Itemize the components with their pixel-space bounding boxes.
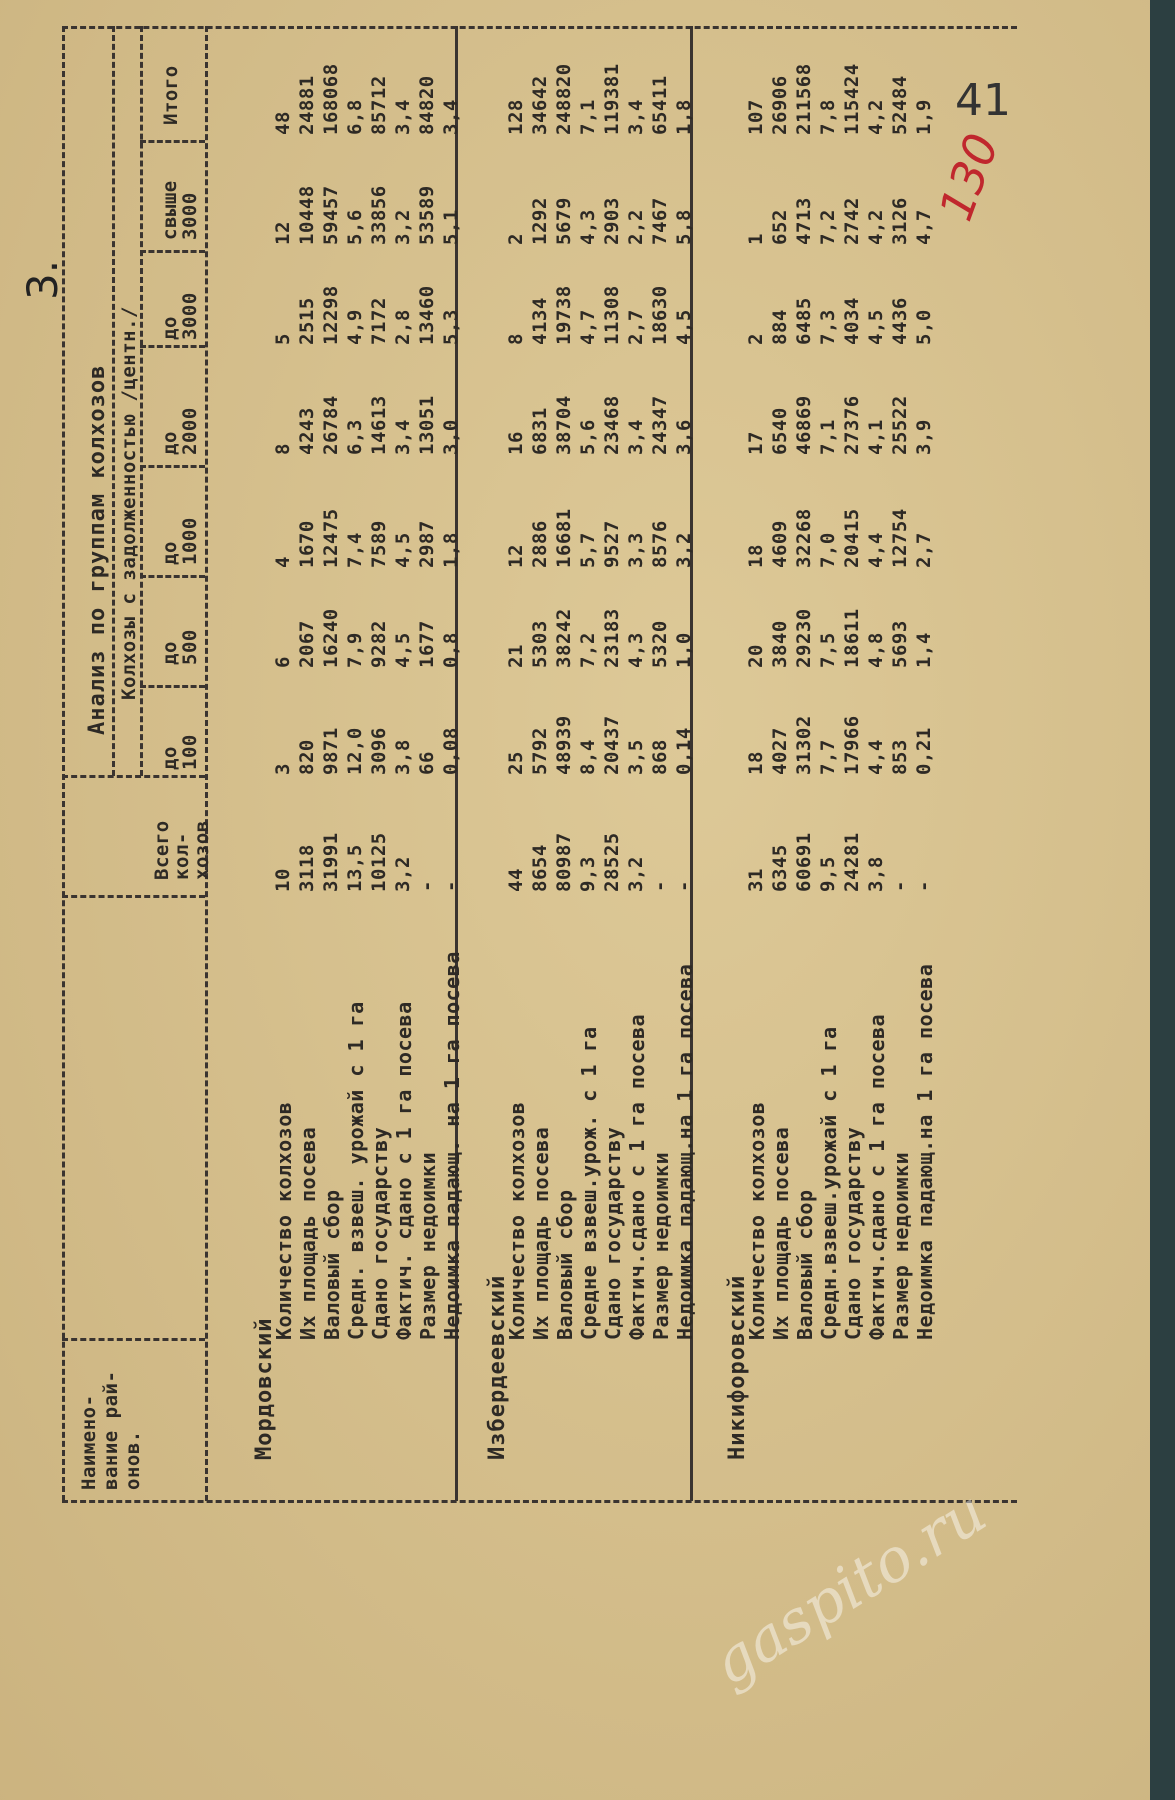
table-cell: - — [649, 880, 671, 892]
row-label: Количество колхозов — [745, 1101, 769, 1340]
table-cell: 3,2 — [625, 856, 647, 892]
table-cell: 1292 — [529, 197, 551, 245]
group-header-over-3000: свыше 3000 — [159, 180, 201, 240]
table-cell: 6345 — [769, 844, 791, 892]
table-cell: 853 — [889, 739, 911, 775]
table-cell: 5,7 — [577, 532, 599, 568]
table-cell: 38242 — [553, 608, 575, 668]
district-name: Никифоровский — [725, 1274, 750, 1460]
table-cell: 16 — [505, 431, 527, 455]
table-cell: 128 — [505, 99, 527, 135]
table-cell: 32268 — [793, 508, 815, 568]
table-cell: 53589 — [416, 185, 438, 245]
table-cell: 884 — [769, 309, 791, 345]
table-cell: 4027 — [769, 727, 791, 775]
table-cell: 3,4 — [392, 99, 414, 135]
table-cell: 9,3 — [577, 856, 599, 892]
table-cell: 7,5 — [817, 632, 839, 668]
table-cell: 18611 — [841, 608, 863, 668]
table-cell: 3,2 — [392, 209, 414, 245]
group-header-100: до 100 — [159, 734, 201, 770]
table-cell: 5,8 — [673, 209, 695, 245]
table-cell: 6831 — [529, 407, 551, 455]
row-label: Количество колхозов — [505, 1101, 529, 1340]
table-cell: 46869 — [793, 395, 815, 455]
table-cell: 2987 — [416, 520, 438, 568]
table-cell: 5303 — [529, 620, 551, 668]
table-cell: 652 — [769, 209, 791, 245]
table-cell: 10448 — [296, 185, 318, 245]
table-cell: 52484 — [889, 75, 911, 135]
table-cell: 5,1 — [440, 209, 462, 245]
row-label: Сдано государству — [841, 1126, 865, 1340]
table-cell: 3,8 — [865, 856, 887, 892]
table-cell: 12,0 — [344, 727, 366, 775]
row-label: Недоимка падающ.на 1 га посева — [913, 963, 937, 1340]
row-label: Фактич.сдано с 1 га посева — [625, 1013, 649, 1340]
table-cell: 5 — [272, 333, 294, 345]
table-cell: 107 — [745, 99, 767, 135]
table-cell: - — [416, 880, 438, 892]
table-cell: 3,6 — [673, 419, 695, 455]
table-cell: 119381 — [601, 63, 623, 135]
table-cell: 4,4 — [865, 739, 887, 775]
table-cell: 2,7 — [625, 309, 647, 345]
table-cell: 5,6 — [577, 419, 599, 455]
table-cell: 4,4 — [865, 532, 887, 568]
table-cell: 1677 — [416, 620, 438, 668]
table-cell: 4,5 — [392, 532, 414, 568]
name-header-separator — [62, 895, 205, 898]
table-cell: 0,14 — [673, 727, 695, 775]
watermark: gaspito.ru — [700, 1476, 999, 1700]
header-all-kolkhozes: Всего кол-хозов — [151, 820, 213, 880]
row-label: Валовый сбор — [553, 1189, 577, 1340]
table-cell: 9282 — [368, 620, 390, 668]
table-cell: - — [913, 880, 935, 892]
table-cell: 7,8 — [817, 99, 839, 135]
row-label: Количество колхозов — [272, 1101, 296, 1340]
table-cell: 5,6 — [344, 209, 366, 245]
row-label: Их площадь посева — [769, 1126, 793, 1340]
table-cell: 3,9 — [913, 419, 935, 455]
table-cell: 7,4 — [344, 532, 366, 568]
table-cell: 4,3 — [577, 209, 599, 245]
table-cell: 12 — [272, 221, 294, 245]
table-cell: 6,3 — [344, 419, 366, 455]
table-cell: 2903 — [601, 197, 623, 245]
table-cell: 9,5 — [817, 856, 839, 892]
table-cell: 7,2 — [817, 209, 839, 245]
table-cell: 0,08 — [440, 727, 462, 775]
table-cell: 10 — [272, 868, 294, 892]
table-cell: 3,4 — [392, 419, 414, 455]
table-cell: 4,7 — [913, 209, 935, 245]
table-cell: 2515 — [296, 297, 318, 345]
table-cell: 7467 — [649, 197, 671, 245]
table-cell: 9871 — [320, 727, 342, 775]
table-cell: 21 — [505, 644, 527, 668]
table-cell: 31991 — [320, 832, 342, 892]
table-cell: 11308 — [601, 285, 623, 345]
row-label: Недоимка падающ. на 1 га посева — [440, 951, 464, 1340]
table-cell: 1,8 — [673, 99, 695, 135]
table-cell: 3,4 — [625, 99, 647, 135]
table-cell: 6,8 — [344, 99, 366, 135]
table-cell: 17966 — [841, 715, 863, 775]
table-cell: 85712 — [368, 75, 390, 135]
table-cell: 3,0 — [440, 419, 462, 455]
table-cell: 26784 — [320, 395, 342, 455]
table-cell: 1,0 — [673, 632, 695, 668]
table-cell: 44 — [505, 868, 527, 892]
table-cell: 3,3 — [625, 532, 647, 568]
table-left-border — [62, 26, 65, 1501]
table-cell: 25522 — [889, 395, 911, 455]
table-cell: 4,7 — [577, 309, 599, 345]
table-cell: 12475 — [320, 508, 342, 568]
table-cell: 3118 — [296, 844, 318, 892]
table-cell: 18 — [745, 751, 767, 775]
table-cell: 25 — [505, 751, 527, 775]
title-separator — [112, 26, 115, 776]
table-cell: 59457 — [320, 185, 342, 245]
table-cell: 23183 — [601, 608, 623, 668]
table-cell: 7,9 — [344, 632, 366, 668]
group-sep-5 — [140, 685, 205, 688]
table-cell: 13051 — [416, 395, 438, 455]
table-cell: 24281 — [841, 832, 863, 892]
table-cell: 2,2 — [625, 209, 647, 245]
table-cell: 2,7 — [913, 532, 935, 568]
table-cell: 20415 — [841, 508, 863, 568]
table-cell: 16240 — [320, 608, 342, 668]
table-cell: 20437 — [601, 715, 623, 775]
table-cell: 3096 — [368, 727, 390, 775]
table-cell: 33856 — [368, 185, 390, 245]
table-cell: 31 — [745, 868, 767, 892]
row-label: Средн.взвеш.урожай с 1 га — [817, 1026, 841, 1340]
table-cell: 84820 — [416, 75, 438, 135]
district-name: Избердеевский — [485, 1274, 510, 1460]
group-sep-1 — [140, 250, 205, 253]
table-cell: 12 — [505, 544, 527, 568]
table-cell: 18 — [745, 544, 767, 568]
table-cell: 14613 — [368, 395, 390, 455]
archive-number: 41 — [955, 75, 1011, 126]
row-label: Валовый сбор — [320, 1189, 344, 1340]
table-cell: 24347 — [649, 395, 671, 455]
table-cell: 2 — [745, 333, 767, 345]
table-cell: 3840 — [769, 620, 791, 668]
table-cell: 48 — [272, 111, 294, 135]
row-label: Сдано государству — [368, 1126, 392, 1340]
table-cell: - — [440, 880, 462, 892]
table-cell: 65411 — [649, 75, 671, 135]
table-cell: 5693 — [889, 620, 911, 668]
table-cell: 2886 — [529, 520, 551, 568]
table-cell: 211568 — [793, 63, 815, 135]
table-cell: 8 — [272, 443, 294, 455]
table-cell: 80987 — [553, 832, 575, 892]
table-cell: 6 — [272, 656, 294, 668]
table-cell: 3,4 — [440, 99, 462, 135]
table-cell: 2,8 — [392, 309, 414, 345]
table-cell: 820 — [296, 739, 318, 775]
table-cell: 5679 — [553, 197, 575, 245]
table-cell: 168068 — [320, 63, 342, 135]
table-cell: 4,9 — [344, 309, 366, 345]
row-label: Фактич.сдано с 1 га посева — [865, 1013, 889, 1340]
table-cell: 1,4 — [913, 632, 935, 668]
table-cell: 115424 — [841, 63, 863, 135]
group-header-2000: до 2000 — [159, 407, 201, 455]
table-cell: 19738 — [553, 285, 575, 345]
table-cell: 29230 — [793, 608, 815, 668]
table-cell: 34642 — [529, 75, 551, 135]
table-cell: 2742 — [841, 197, 863, 245]
table-cell: 13460 — [416, 285, 438, 345]
table-cell: 4,5 — [392, 632, 414, 668]
table-cell: 4,3 — [625, 632, 647, 668]
table-cell: 5792 — [529, 727, 551, 775]
table-cell: 8 — [505, 333, 527, 345]
row-label: Фактич. сдано с 1 га посева — [392, 1001, 416, 1340]
table-cell: 9527 — [601, 520, 623, 568]
table-cell: 38704 — [553, 395, 575, 455]
table-cell: 8654 — [529, 844, 551, 892]
table-cell: 4 — [272, 556, 294, 568]
table-cell: 23468 — [601, 395, 623, 455]
table-cell: 7,3 — [817, 309, 839, 345]
table-cell: 868 — [649, 739, 671, 775]
row-label: Валовый сбор — [793, 1189, 817, 1340]
row-label: Размер недоимки — [416, 1151, 440, 1340]
table-cell: 3 — [272, 763, 294, 775]
table-cell: 12298 — [320, 285, 342, 345]
table-cell: 4713 — [793, 197, 815, 245]
table-cell: 0,21 — [913, 727, 935, 775]
row-label: Размер недоимки — [889, 1151, 913, 1340]
table-cell: - — [889, 880, 911, 892]
table-cell: 3,5 — [625, 739, 647, 775]
table-cell: 27376 — [841, 395, 863, 455]
district-name: Мордовский — [252, 1317, 277, 1460]
table-cell: 5320 — [649, 620, 671, 668]
header-district-name: Наимено-вание рай-онов. — [78, 1370, 144, 1490]
table-cell: 3,2 — [392, 856, 414, 892]
table-cell: 4,8 — [865, 632, 887, 668]
row-label: Недоимка падающ.на 1 га посева — [673, 963, 697, 1340]
table-cell: 4,2 — [865, 99, 887, 135]
total-separator — [140, 140, 205, 143]
group-sep-2 — [140, 345, 205, 348]
table-cell: 8,4 — [577, 739, 599, 775]
table-cell: 3126 — [889, 197, 911, 245]
row-label: Размер недоимки — [649, 1151, 673, 1340]
table-cell: 1,8 — [440, 532, 462, 568]
table-cell: 7,0 — [817, 532, 839, 568]
table-cell: 5,3 — [440, 309, 462, 345]
table-cell: - — [673, 880, 695, 892]
table-cell: 26906 — [769, 75, 791, 135]
table-cell: 18630 — [649, 285, 671, 345]
table-cell: 7,1 — [577, 99, 599, 135]
table-cell: 48939 — [553, 715, 575, 775]
table-cell: 248820 — [553, 63, 575, 135]
row-label: Сдано государству — [601, 1126, 625, 1340]
table-cell: 4034 — [841, 297, 863, 345]
table-cell: 2 — [505, 233, 527, 245]
table-cell: 6540 — [769, 407, 791, 455]
header-column-separator — [205, 26, 208, 1501]
group-header-3000: до 3000 — [159, 292, 201, 340]
table-cell: 0,8 — [440, 632, 462, 668]
table-cell: 60691 — [793, 832, 815, 892]
group-header-500: до 500 — [159, 629, 201, 665]
table-cell: 4436 — [889, 297, 911, 345]
subtitle-separator — [140, 26, 143, 776]
table-cell: 1670 — [296, 520, 318, 568]
table-cell: 6485 — [793, 297, 815, 345]
table-cell: 2067 — [296, 620, 318, 668]
table-cell: 13,5 — [344, 844, 366, 892]
header-analysis-title: Анализ по группам колхозов — [85, 364, 110, 735]
table-cell: 3,4 — [625, 419, 647, 455]
header-total: Итого — [160, 65, 182, 125]
table-cell: 4,5 — [865, 309, 887, 345]
table-cell: 4609 — [769, 520, 791, 568]
table-cell: 4,2 — [865, 209, 887, 245]
table-cell: 4,1 — [865, 419, 887, 455]
group-header-1000: до 1000 — [159, 517, 201, 565]
group-sep-4 — [140, 575, 205, 578]
table-cell: 7172 — [368, 297, 390, 345]
table-cell: 7,2 — [577, 632, 599, 668]
row-label: Их площадь посева — [529, 1126, 553, 1340]
table-cell: 7589 — [368, 520, 390, 568]
table-cell: 17 — [745, 431, 767, 455]
table-cell: 3,8 — [392, 739, 414, 775]
table-cell: 16681 — [553, 508, 575, 568]
header-subtitle: Колхозы с задолженностью /центн./ — [118, 306, 140, 700]
table-cell: 4243 — [296, 407, 318, 455]
table-cell: 28525 — [601, 832, 623, 892]
table-cell: 4,5 — [673, 309, 695, 345]
table-cell: 10125 — [368, 832, 390, 892]
table-cell: 31302 — [793, 715, 815, 775]
table-cell: 66 — [416, 751, 438, 775]
table-cell: 5,0 — [913, 309, 935, 345]
sheet-number: 3. — [18, 259, 67, 300]
group-sep-3 — [140, 465, 205, 468]
table-cell: 7,7 — [817, 739, 839, 775]
table-cell: 4134 — [529, 297, 551, 345]
row-label: Средне взвеш.урож. с 1 га — [577, 1026, 601, 1340]
table-cell: 12754 — [889, 508, 911, 568]
table-cell: 1,9 — [913, 99, 935, 135]
table-cell: 20 — [745, 644, 767, 668]
table-cell: 7,1 — [817, 419, 839, 455]
row-label: Средн. взвеш. урожай с 1 га — [344, 1001, 368, 1340]
table-cell: 3,2 — [673, 532, 695, 568]
row-label: Их площадь посева — [296, 1126, 320, 1340]
table-cell: 8576 — [649, 520, 671, 568]
table-cell: 24881 — [296, 75, 318, 135]
table-cell: 1 — [745, 233, 767, 245]
stamp-number: 130 — [928, 126, 1010, 228]
